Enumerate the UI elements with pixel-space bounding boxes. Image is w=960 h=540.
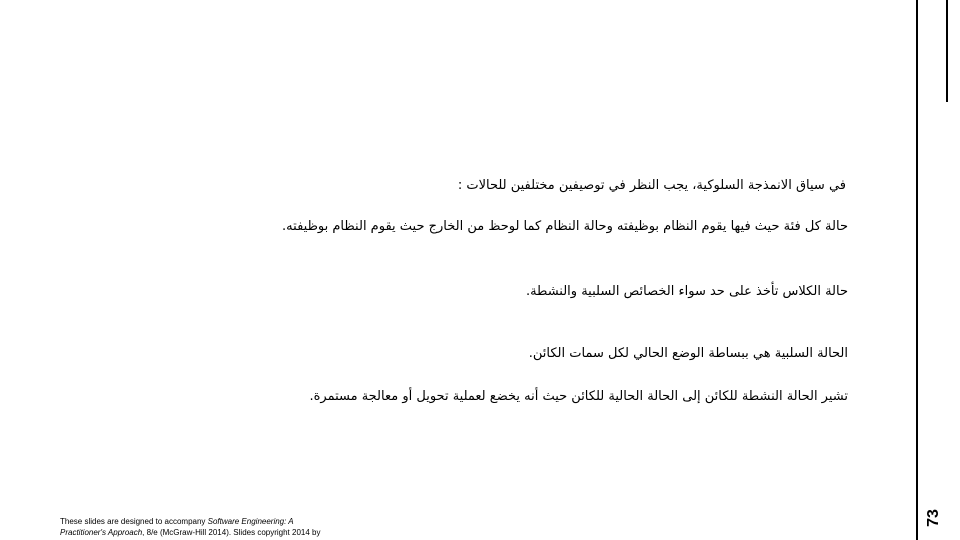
body-line-2: حالة كل فئة حيث فيها يقوم النظام بوظيفته وحالة النظام كما لوحظ من الخارج حيث يقوم النظام بوظيفته. [282, 219, 848, 234]
copyright-footer [60, 516, 390, 538]
footer-text-1: These slides are designed to accompany [60, 517, 208, 526]
body-line-4: الحالة السلبية هي ببساطة الوضع الحالي لكل سمات الكائن. [528, 346, 848, 361]
footer-book-title-2: Practitioner's Approach [60, 528, 143, 537]
footer-book-title-1: Software Engineering: A [207, 517, 294, 526]
slide-number-text: 73 [924, 509, 942, 527]
body-line-3: حالة الكلاس تأخذ على حد سواء الخصائص السلبية والنشطة. [525, 284, 848, 299]
slide-number-divider [916, 0, 918, 540]
body-line-5: تشير الحالة النشطة للكائن إلى الحالة الحالية للكائن حيث أنه يخضع لعملية تحويل أو معالجة مستمرة. [309, 389, 848, 404]
footer-text-2: , 8/e (McGraw-Hill 2014). Slides copyright 2014 by [142, 528, 321, 537]
top-right-rule [946, 0, 948, 102]
slide-number [920, 498, 948, 538]
body-line-1: في سياق الانمذجة السلوكية، يجب النظر في توصيفين مختلفين للحالات : [457, 178, 846, 193]
